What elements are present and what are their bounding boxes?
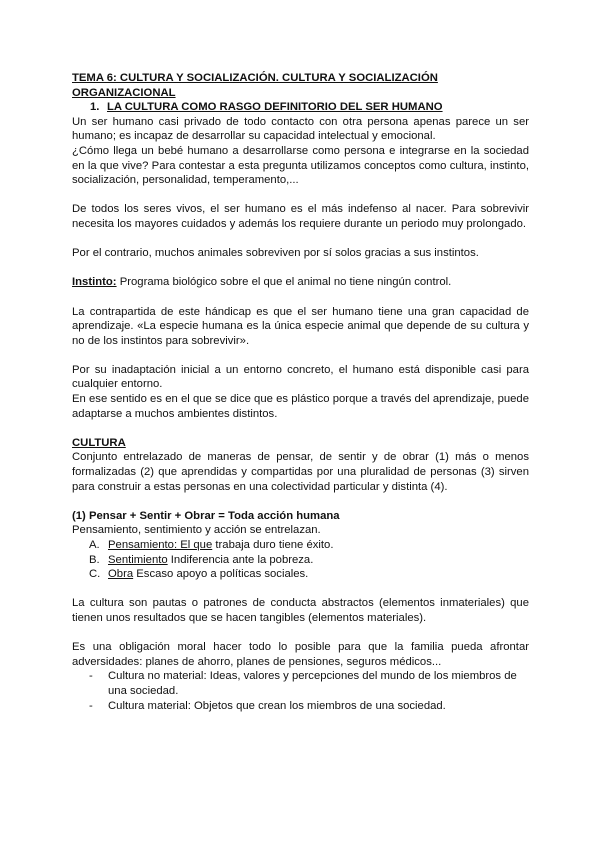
- list-item: [72, 669, 529, 698]
- section-1-heading: [72, 100, 529, 115]
- dash-list: [72, 669, 529, 713]
- paragraph-inadaptacion: Por su inadaptación inicial a un entorno concreto, el humano está disponible casi para cualquier entorno.: [72, 363, 529, 391]
- list-marker: A.: [89, 539, 100, 551]
- paragraph-animales: Por el contrario, muchos animales sobreviven por sí solos gracias a sus instintos.: [72, 247, 479, 260]
- paragraph-indefenso: De todos los seres vivos, el ser humano es el más indefenso al nacer. Para sobrevivir necesita los mayores cuidados y además los requiere durante un periodo muy prolongado.: [72, 203, 529, 230]
- paragraph-aprendizaje: La contrapartida de este hándicap es que el ser humano tiene una gran capacidad de aprendizaje. «La especie humana es la única especie animal que depende de su cultura y no de los instintos para sobrevivir».: [72, 305, 529, 347]
- paragraph-entrelazan: Pensamiento, sentimiento y acción se entrelazan.: [72, 524, 321, 537]
- list-term: Pensamiento: El que: [108, 539, 213, 551]
- section-1-number: 1.: [90, 101, 100, 114]
- list-term: Obra: [108, 568, 134, 581]
- cultura-definition: Conjunto entrelazado de maneras de pensar, de sentir y de obrar (1) más o menos formalizadas (2) que aprendidas y compartidas por una pluralidad de personas (3) sirven para construir a estas personas en una colectividad particular y distinta (4).: [72, 451, 529, 493]
- list-item: [72, 567, 529, 582]
- list-text: trabaja duro tiene éxito.: [212, 539, 334, 551]
- list-text: Indiferencia ante la pobreza.: [167, 553, 314, 566]
- paragraph-pautas: La cultura son pautas o patrones de conducta abstractos (elementos inmateriales) que tienen unos resultados que se hacen tangibles (elementos materiales).: [72, 597, 529, 624]
- paragraph-ser-humano: Un ser humano casi privado de todo contacto con otra persona apenas parece un ser humano; es incapaz de desarrollar su capacidad intelectual y emocional.: [72, 115, 529, 143]
- document-title: [72, 71, 529, 100]
- list-text: Cultura no material: Ideas, valores y percepciones del mundo de los miembros de una sociedad.: [108, 670, 517, 697]
- list-marker: B.: [89, 553, 100, 566]
- paragraph-pregunta: ¿Cómo llega un bebé humano a desarrollarse como persona e integrarse en la sociedad en la que vive? Para contestar a esta pregunta utilizamos conceptos como cultura, instinto, socialización, personalidad, temperamento,...: [72, 144, 529, 187]
- list-marker: C.: [89, 568, 101, 581]
- section-1-title: LA CULTURA COMO RASGO DEFINITORIO DEL SER HUMANO: [107, 101, 443, 114]
- title-line-1: TEMA 6: CULTURA Y SOCIALIZACIÓN. CULTURA Y SOCIALIZACIÓN: [72, 72, 438, 84]
- instinto-definition: [72, 275, 529, 290]
- list-term: Sentimiento: [108, 553, 168, 566]
- subheading-pensar-sentir-obrar: (1) Pensar + Sentir + Obrar = Toda acción humana: [72, 509, 340, 522]
- list-item: [72, 553, 529, 568]
- title-line-2: ORGANIZACIONAL: [72, 86, 176, 99]
- paragraph-obligacion: Es una obligación moral hacer todo lo posible para que la familia pueda afrontar adversidades: planes de ahorro, planes de pensiones, seguros médicos...: [72, 641, 529, 668]
- list-text: Cultura material: Objetos que crean los miembros de una sociedad.: [108, 699, 446, 712]
- list-item: [72, 699, 529, 714]
- list-item: [72, 538, 529, 553]
- lettered-list: [72, 538, 529, 582]
- list-text: Escaso apoyo a políticas sociales.: [133, 568, 309, 581]
- list-marker: -: [89, 699, 93, 712]
- instinto-term: Instinto:: [72, 276, 117, 289]
- instinto-text: Programa biológico sobre el que el animal no tiene ningún control.: [116, 276, 452, 289]
- list-marker: -: [89, 670, 93, 683]
- cultura-heading: CULTURA: [72, 436, 126, 449]
- paragraph-plastico: En ese sentido es en el que se dice que es plástico porque a través del aprendizaje, puede adaptarse a muchos ambientes distintos.: [72, 393, 529, 420]
